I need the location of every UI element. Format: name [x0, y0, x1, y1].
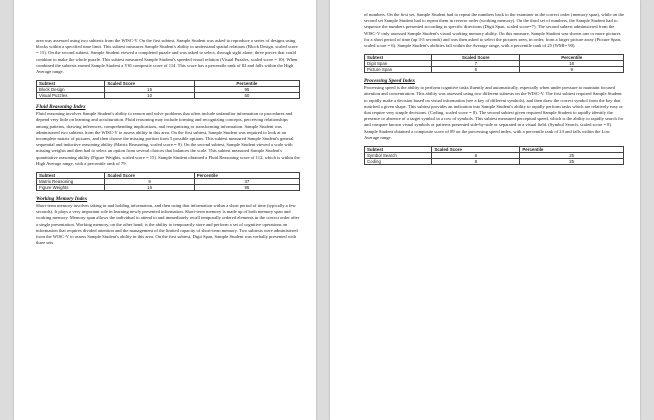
table-header-cell: Subtest: [365, 55, 432, 61]
subtest-name-cell: Symbol Search: [365, 153, 432, 159]
scaled-score-cell: 8: [432, 159, 520, 165]
working-memory-paragraph: Short-term memory involves taking in and holding information, and then using that information within a short period of time (typically a few seconds). It plays a very important role in learning newly presented information. Short-term memory is made up of both memory span and working memory. Memory span allows the individual to attend to and immediately recall temporally ordered elements in the correct order after a single presentation. Working memory, on the other hand, is the ability to temporarily store and perform a set of cognitive operations on information that requires divided attention and the management of the limited capacity of short-term memory. Two subtests were administered from the WISC-V to assess Sample Student's ability in this area. On the first subtest, Digit Span, Sample Student was verbally presented with three sets: [36, 203, 300, 246]
scaled-score-cell: 8: [432, 153, 520, 159]
percentile-cell: 25: [520, 153, 624, 159]
working-memory-heading: Working Memory Index: [36, 196, 88, 203]
visual-spatial-score-table: [36, 80, 300, 99]
processing-speed-heading: Processing Speed Index: [364, 78, 416, 85]
subtest-name-cell: Coding: [365, 159, 432, 165]
table-header-cell: Percentile: [194, 173, 299, 179]
document-page-right: [330, 0, 640, 420]
subtest-name-cell: Digit Span: [365, 61, 432, 67]
table-row: [365, 159, 624, 165]
table-header-cell: Scaled Score: [432, 147, 520, 153]
scaled-score-cell: 6: [432, 67, 520, 73]
table-header-cell: Scaled Score: [432, 55, 520, 61]
table-header-cell: Percentile: [194, 81, 299, 87]
subtest-name-cell: Picture Span: [365, 67, 432, 73]
working-memory-continued-paragraph: of numbers. On the first set, Sample Student had to repeat the numbers back to the examiner in the correct order (memory span), while on the second set Sample Student had to repeat them in reverse order (working memory). On the third set of numbers, the Sample Student had to sequence the numbers presented according to specific directions (Digit Span, scaled score=7). The second subtest administered from the WISC-V only assessed Sample Student's visual working memory ability. On this measure, Sample Student was shown one or more pictures for a short period of time (up 3-5 seconds) and was then asked to select the pictures seen, in order, from a larger picture array (Picture Span, scaled score = 6). Sample Student's abilities fall within the Average range, with a percentile rank of 25 (WMI= 90).: [364, 12, 624, 49]
processing-speed-paragraph: Processing speed is the ability to perform cognitive tasks fluently and automatically, especially when under pressure to maintain focused attention and concentration. This ability was assessed using two different subtests on the WISC-V. The first subtest required Sample Student to rapidly make a decision based on visual information (see a key of different symbols), and then draw the correct symbol from the key that matched a given shape. This subtest provides an indication into Sample Student's ability to rapidly perform tasks which are relatively easy or that require very simple decisions. (Coding, scaled score = 8). The second subtest given required Sample Student to rapidly identify the presence or absence of a target symbol in a row of symbols. This subtest measured perceptual speed, which is the ability to rapidly search for and compare known visual symbols or patterns presented side-by-side or separated in a visual field. (Symbol Search, scaled score = 8). Sample Student obtained a composite score of 89 on the processing speed index, with a percentile rank of 23 and falls within the Low Average range.: [364, 85, 624, 140]
table-header-cell: Scaled Score: [105, 173, 194, 179]
scaled-score-cell: 10: [105, 93, 194, 99]
scaled-score-cell: 9: [105, 179, 194, 185]
percentile-cell: 95: [194, 87, 299, 93]
percentile-cell: 50: [194, 93, 299, 99]
subtest-name-cell: Matrix Reasoning: [37, 179, 105, 185]
table-row: [37, 93, 300, 99]
percentile-cell: 25: [520, 159, 624, 165]
table-header-cell: Percentile: [520, 55, 624, 61]
table-row: [37, 185, 300, 191]
table-header-cell: Subtest: [37, 81, 105, 87]
working-memory-score-table: [364, 54, 624, 73]
percentile-cell: 37: [194, 179, 299, 185]
percentile-cell: 16: [520, 61, 624, 67]
document-page-left: [14, 0, 316, 420]
fluid-reasoning-score-table: [36, 172, 300, 191]
table-header-cell: Subtest: [365, 147, 432, 153]
subtest-name-cell: Visual Puzzles: [37, 93, 105, 99]
table-header-cell: Scaled Score: [105, 81, 194, 87]
scaled-score-cell: 15: [105, 87, 194, 93]
subtest-name-cell: Figure Weights: [37, 185, 105, 191]
percentile-cell: 95: [194, 185, 299, 191]
table-header-cell: Percentile: [520, 147, 624, 153]
percentile-cell: 9: [520, 67, 624, 73]
processing-speed-score-table: [364, 146, 624, 165]
fluid-reasoning-heading: Fluid Reasoning Index: [36, 104, 86, 111]
table-row: [365, 67, 624, 73]
scaled-score-cell: 15: [105, 185, 194, 191]
table-header-cell: Subtest: [37, 173, 105, 179]
scaled-score-cell: 7: [432, 61, 520, 67]
fluid-reasoning-paragraph: Fluid reasoning involves Sample Student's ability to reason and solve problems that often include unfamiliar information or procedures and depend very little on learning and acculturation. Fluid reasoning may include forming and recognizing concepts, perceiving relationships among patterns, drawing inferences, comprehending implications, and reorganizing or transforming information. Sample Student was administered two subtests from the WISC-V to assess ability in this area. On the first subtest, Sample Student was required to look at an incomplete matrix of pictures, and then choose the missing portion from 5 possible options. This subtest measured Sample Student's general sequential and inductive reasoning ability (Matrix Reasoning, scaled score = 9). On the second subtest, Sample Student viewed a scale with missing weights and then had to select an option from several choices that balances the scale. This subtest measured Sample Student's quantitative reasoning ability (Figure Weights, scaled score = 15). Sample Student obtained a Fluid Reasoning score of 112, which is within the High Average range, with a percentile rank of 79.: [36, 111, 300, 166]
visual-spatial-paragraph: area was assessed using two subtests from the WISC-V. On the first subtest, Sample Student was asked to reproduce a series of designs using blocks within a specified time limit. This subtest measures Sample Student's ability to understand spatial relations (Block Design, scaled score = 15). On the second subtest, Sample Student viewed a completed puzzle and was asked to select, through sight alone, three pieces that could combine to make the whole puzzle. This subtest measured Sample Student's speeded visual relation (Visual Puzzles, scaled score = 10). When combined the subtests earned Sample Student a VSI composite score of 114. This score has a percentile rank of 82 and falls within the High Average range.: [36, 38, 298, 75]
subtest-name-cell: Block Design: [37, 87, 105, 93]
